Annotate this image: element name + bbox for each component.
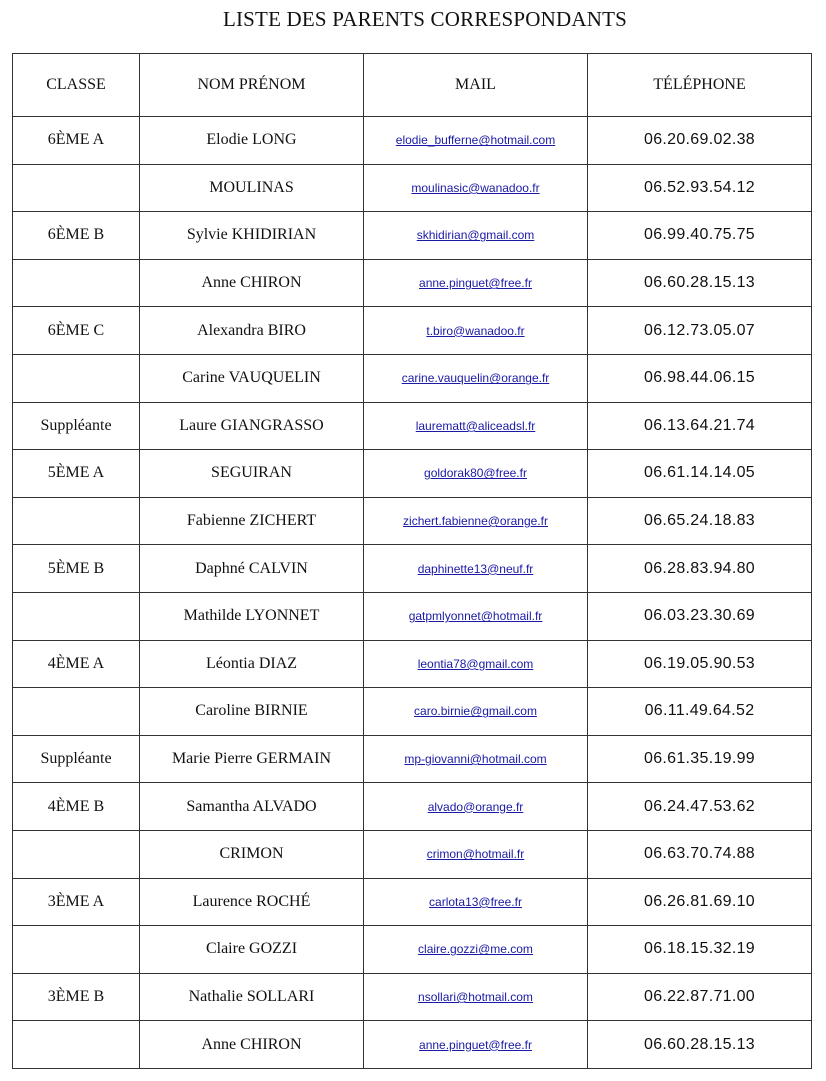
- email-link[interactable]: carine.vauquelin@orange.fr: [401, 371, 550, 386]
- cell-telephone: 06.11.49.64.52: [588, 688, 812, 736]
- cell-mail: [364, 878, 588, 926]
- table-row: [13, 640, 812, 688]
- cell-telephone: 06.20.69.02.38: [588, 117, 812, 165]
- cell-nom-prenom: Alexandra BIRO: [140, 307, 364, 355]
- cell-nom-prenom: Marie Pierre GERMAIN: [140, 735, 364, 783]
- cell-classe: 5ÈME B: [13, 545, 140, 593]
- table-row: [13, 1021, 812, 1069]
- cell-telephone: 06.99.40.75.75: [588, 212, 812, 260]
- email-link[interactable]: mp-giovanni@hotmail.com: [404, 752, 547, 767]
- email-link[interactable]: anne.pinguet@free.fr: [419, 276, 532, 291]
- cell-mail: [364, 497, 588, 545]
- email-link[interactable]: caro.birnie@gmail.com: [414, 704, 537, 719]
- cell-mail: [364, 592, 588, 640]
- email-link[interactable]: crimon@hotmail.fr: [426, 847, 525, 862]
- cell-classe: 3ÈME B: [13, 973, 140, 1021]
- cell-classe: [13, 926, 140, 974]
- cell-mail: [364, 212, 588, 260]
- email-link[interactable]: moulinasic@wanadoo.fr: [411, 180, 540, 195]
- cell-classe: [13, 497, 140, 545]
- cell-nom-prenom: Léontia DIAZ: [140, 640, 364, 688]
- cell-classe: Suppléante: [13, 402, 140, 450]
- table-row: [13, 354, 812, 402]
- email-link[interactable]: carlota13@free.fr: [429, 894, 522, 909]
- header-classe: CLASSE: [13, 54, 140, 117]
- cell-mail: [364, 259, 588, 307]
- email-link[interactable]: zichert.fabienne@orange.fr: [403, 514, 548, 529]
- table-row: [13, 450, 812, 498]
- cell-classe: [13, 164, 140, 212]
- cell-telephone: 06.60.28.15.13: [588, 1021, 812, 1069]
- cell-nom-prenom: Daphné CALVIN: [140, 545, 364, 593]
- cell-telephone: 06.60.28.15.13: [588, 259, 812, 307]
- email-link[interactable]: daphinette13@neuf.fr: [417, 561, 534, 576]
- cell-telephone: 06.18.15.32.19: [588, 926, 812, 974]
- table-row: [13, 878, 812, 926]
- table-row: [13, 973, 812, 1021]
- cell-classe: 5ÈME A: [13, 450, 140, 498]
- cell-mail: [364, 973, 588, 1021]
- email-link[interactable]: anne.pinguet@free.fr: [419, 1037, 532, 1052]
- email-link[interactable]: t.biro@wanadoo.fr: [426, 323, 525, 338]
- cell-mail: [364, 640, 588, 688]
- cell-nom-prenom: Claire GOZZI: [140, 926, 364, 974]
- cell-telephone: 06.28.83.94.80: [588, 545, 812, 593]
- cell-mail: [364, 735, 588, 783]
- cell-classe: 6ÈME A: [13, 117, 140, 165]
- cell-classe: 3ÈME A: [13, 878, 140, 926]
- table-row: [13, 592, 812, 640]
- email-link[interactable]: gatpmlyonnet@hotmail.fr: [408, 609, 543, 624]
- cell-telephone: 06.63.70.74.88: [588, 830, 812, 878]
- cell-nom-prenom: CRIMON: [140, 830, 364, 878]
- cell-nom-prenom: Fabienne ZICHERT: [140, 497, 364, 545]
- cell-mail: [364, 783, 588, 831]
- cell-nom-prenom: Carine VAUQUELIN: [140, 354, 364, 402]
- email-link[interactable]: laurematt@aliceadsl.fr: [415, 418, 536, 433]
- cell-nom-prenom: Samantha ALVADO: [140, 783, 364, 831]
- table-row: [13, 545, 812, 593]
- table-row: [13, 688, 812, 736]
- header-telephone: TÉLÉPHONE: [588, 54, 812, 117]
- cell-classe: [13, 259, 140, 307]
- table-row: [13, 783, 812, 831]
- cell-nom-prenom: Elodie LONG: [140, 117, 364, 165]
- table-row: [13, 164, 812, 212]
- cell-nom-prenom: Mathilde LYONNET: [140, 592, 364, 640]
- cell-telephone: 06.61.14.14.05: [588, 450, 812, 498]
- email-link[interactable]: alvado@orange.fr: [427, 799, 524, 814]
- cell-mail: [364, 688, 588, 736]
- table-row: [13, 735, 812, 783]
- cell-nom-prenom: Laurence ROCHÉ: [140, 878, 364, 926]
- cell-mail: [364, 830, 588, 878]
- cell-nom-prenom: MOULINAS: [140, 164, 364, 212]
- cell-mail: [364, 545, 588, 593]
- page-title: LISTE DES PARENTS CORRESPONDANTS: [222, 7, 628, 31]
- cell-telephone: 06.98.44.06.15: [588, 354, 812, 402]
- cell-telephone: 06.52.93.54.12: [588, 164, 812, 212]
- cell-telephone: 06.03.23.30.69: [588, 592, 812, 640]
- cell-classe: 6ÈME B: [13, 212, 140, 260]
- cell-telephone: 06.61.35.19.99: [588, 735, 812, 783]
- cell-classe: [13, 830, 140, 878]
- header-nom-prenom: NOM PRÉNOM: [140, 54, 364, 117]
- parents-table: [12, 53, 812, 1069]
- cell-mail: [364, 164, 588, 212]
- cell-mail: [364, 926, 588, 974]
- cell-classe: Suppléante: [13, 735, 140, 783]
- cell-classe: [13, 354, 140, 402]
- header-mail: MAIL: [364, 54, 588, 117]
- cell-mail: [364, 354, 588, 402]
- email-link[interactable]: elodie_bufferne@hotmail.com: [395, 133, 556, 148]
- email-link[interactable]: goldorak80@free.fr: [424, 466, 527, 481]
- cell-nom-prenom: SEGUIRAN: [140, 450, 364, 498]
- table-row: [13, 497, 812, 545]
- cell-nom-prenom: Caroline BIRNIE: [140, 688, 364, 736]
- table-row: [13, 212, 812, 260]
- table-row: [13, 830, 812, 878]
- cell-telephone: 06.65.24.18.83: [588, 497, 812, 545]
- table-row: [13, 259, 812, 307]
- cell-classe: 4ÈME A: [13, 640, 140, 688]
- cell-nom-prenom: Anne CHIRON: [140, 1021, 364, 1069]
- email-link[interactable]: claire.gozzi@me.com: [418, 942, 533, 957]
- table-header: [13, 54, 812, 117]
- cell-mail: [364, 402, 588, 450]
- cell-telephone: 06.26.81.69.10: [588, 878, 812, 926]
- cell-telephone: 06.22.87.71.00: [588, 973, 812, 1021]
- cell-telephone: 06.19.05.90.53: [588, 640, 812, 688]
- cell-nom-prenom: Anne CHIRON: [140, 259, 364, 307]
- cell-classe: 6ÈME C: [13, 307, 140, 355]
- cell-classe: 4ÈME B: [13, 783, 140, 831]
- cell-mail: [364, 307, 588, 355]
- cell-mail: [364, 117, 588, 165]
- cell-nom-prenom: Sylvie KHIDIRIAN: [140, 212, 364, 260]
- table-row: [13, 117, 812, 165]
- cell-nom-prenom: Nathalie SOLLARI: [140, 973, 364, 1021]
- cell-classe: [13, 592, 140, 640]
- cell-classe: [13, 1021, 140, 1069]
- cell-classe: [13, 688, 140, 736]
- cell-telephone: 06.13.64.21.74: [588, 402, 812, 450]
- cell-telephone: 06.24.47.53.62: [588, 783, 812, 831]
- table-row: [13, 307, 812, 355]
- table-row: [13, 402, 812, 450]
- email-link[interactable]: leontia78@gmail.com: [417, 656, 534, 671]
- cell-mail: [364, 1021, 588, 1069]
- header-row: [13, 54, 812, 117]
- email-link[interactable]: nsollari@hotmail.com: [418, 989, 533, 1004]
- cell-nom-prenom: Laure GIANGRASSO: [140, 402, 364, 450]
- cell-mail: [364, 450, 588, 498]
- table-row: [13, 926, 812, 974]
- table-body: [13, 117, 812, 1069]
- cell-telephone: 06.12.73.05.07: [588, 307, 812, 355]
- email-link[interactable]: skhidirian@gmail.com: [416, 228, 535, 243]
